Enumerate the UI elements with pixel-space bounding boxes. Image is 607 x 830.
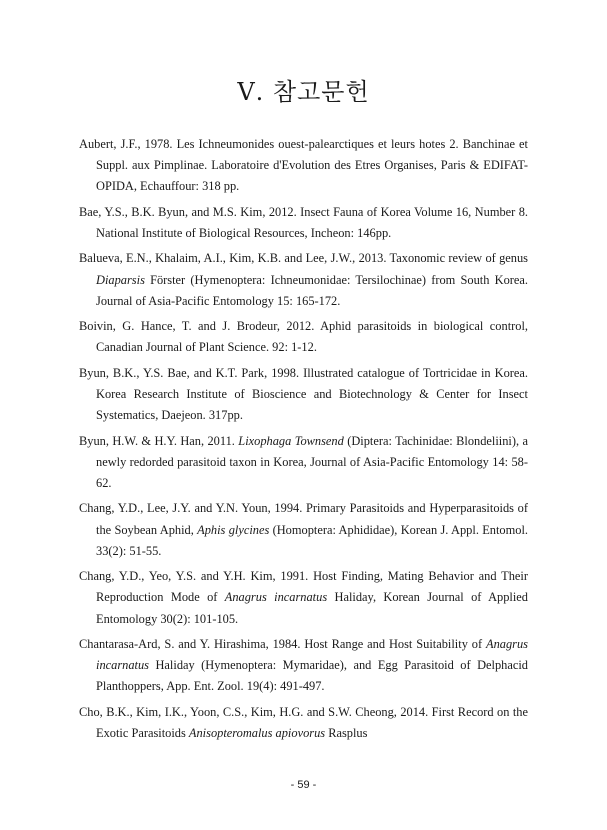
reference-text: Rasplus	[325, 725, 368, 740]
reference-entry	[79, 134, 528, 198]
reference-text: Chang, Y.D., Yeo, Y.S. and Y.H. Kim, 1991. Host Finding, Mating Behavior and Their Reproduction Mode of	[79, 569, 528, 605]
reference-entry	[79, 566, 528, 630]
reference-italic-text: Lixophaga Townsend	[238, 433, 344, 448]
reference-text: Chantarasa-Ard, S. and Y. Hirashima, 1984. Host Range and Host Suitability of	[79, 636, 486, 651]
reference-entry	[79, 498, 528, 562]
reference-text: Byun, B.K., Y.S. Bae, and K.T. Park, 1998. Illustrated catalogue of Tortricidae in Korea. Korea Research Institute of Bioscience and Biotechnology & Center for Insect Systematics, Daejeon. 317pp.	[79, 365, 528, 423]
reference-text: Aubert, J.F., 1978. Les Ichneumonides ouest-palearctiques et leurs hotes 2. Banchinae et Suppl. aux Pimplinae. Laboratoire d'Evolution des Etres Organises, Paris & EDIFAT-OPIDA, Echauffour: 318 pp.	[79, 137, 528, 194]
reference-entry	[79, 431, 528, 495]
reference-text: Chang, Y.D., Lee, J.Y. and Y.N. Youn, 1994. Primary Parasitoids and Hyperparasitoids of the Soybean Aphid,	[79, 501, 528, 537]
reference-text: Haliday (Hymenoptera: Mymaridae), and Egg Parasitoid of Delphacid Planthoppers, App. Ent. Zool. 19(4): 491-497.	[96, 658, 528, 694]
reference-entry	[79, 316, 528, 358]
reference-entry	[79, 202, 528, 244]
reference-text: Förster (Hymenoptera: Ichneumonidae: Tersilochinae) from South Korea. Journal of Asia-Pacific Entomology 15: 165-172.	[96, 272, 528, 308]
reference-entry	[79, 363, 528, 427]
reference-text: Bae, Y.S., B.K. Byun, and M.S. Kim, 2012. Insect Fauna of Korea Volume 16, Number 8. National Institute of Biological Resources, Incheon: 146pp.	[79, 204, 528, 240]
reference-text: Cho, B.K., Kim, I.K., Yoon, C.S., Kim, H.G. and S.W. Cheong, 2014. First Record on the Exotic Parasitoids	[79, 704, 528, 740]
reference-italic-text: Aphis glycines	[197, 522, 270, 537]
reference-entry	[79, 702, 528, 744]
reference-italic-text: Anagrus incarnatus	[224, 590, 328, 605]
reference-entry	[79, 248, 528, 312]
reference-italic-text: Diaparsis	[96, 272, 145, 287]
reference-text: Balueva, E.N., Khalaim, A.I., Kim, K.B. and Lee, J.W., 2013. Taxonomic review of genus	[79, 251, 528, 266]
section-title: Ⅴ. 참고문헌	[237, 78, 370, 106]
page-number: - 59 -	[290, 779, 317, 791]
reference-list	[79, 134, 528, 748]
reference-text: (Diptera: Tachinidae: Blondeliini), a newly redorded parasitoid taxon in Korea, Journal of Asia-Pacific Entomology 14: 58-62.	[96, 433, 528, 490]
reference-text: Byun, H.W. & H.Y. Han, 2011.	[79, 433, 239, 448]
reference-text: (Homoptera: Aphididae), Korean J. Appl. Entomol. 33(2): 51-55.	[96, 522, 529, 558]
reference-italic-text: Anagrus incarnatus	[96, 636, 528, 673]
reference-text: Boivin, G. Hance, T. and J. Brodeur, 2012. Aphid parasitoids in biological control, Canadian Journal of Plant Science. 92: 1-12.	[79, 319, 528, 355]
reference-text: Haliday, Korean Journal of Applied Entomology 30(2): 101-105.	[96, 590, 529, 626]
reference-entry	[79, 634, 528, 698]
reference-italic-text: Anisopteromalus apiovorus	[188, 725, 326, 740]
